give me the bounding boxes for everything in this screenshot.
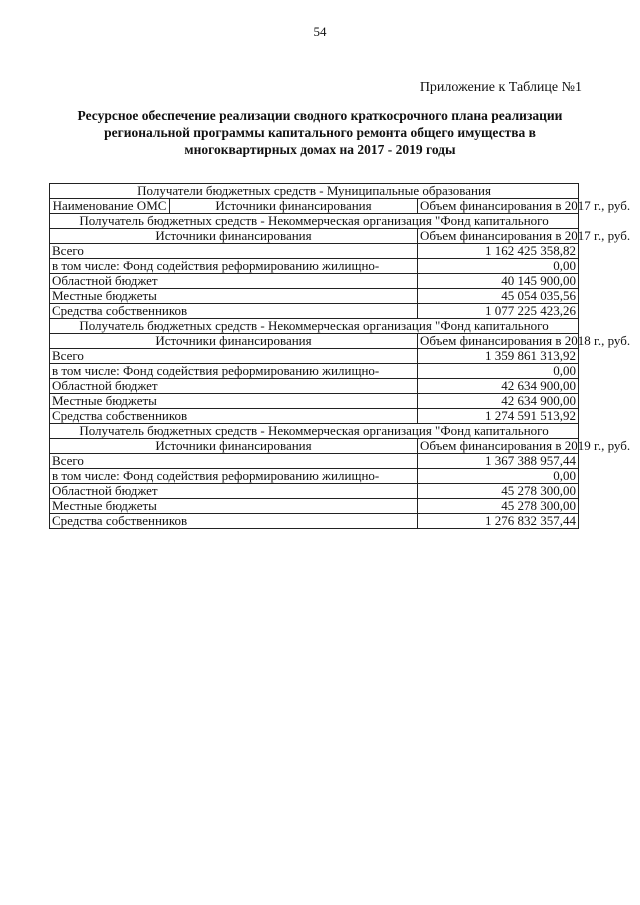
table-top-header-row: [50, 184, 579, 199]
row-label: Всего: [50, 349, 418, 364]
col-header-sources: Источники финансирования: [170, 199, 418, 214]
recipient-row: [50, 214, 579, 229]
recipient-row: [50, 424, 579, 439]
row-label: в том числе: Фонд содействия реформированию жилищно-: [50, 259, 418, 274]
row-label: Средства собственников: [50, 409, 418, 424]
row-value: 0,00: [418, 469, 579, 484]
row-label: Средства собственников: [50, 304, 418, 319]
volume-header-cell: Объем финансирования в 2018 г., руб.: [418, 334, 579, 349]
row-value: 0,00: [418, 259, 579, 274]
section-header-row: [50, 229, 579, 244]
row-value: 42 634 900,00: [418, 379, 579, 394]
row-label: Всего: [50, 454, 418, 469]
recipient-cell: Получатель бюджетных средств - Некоммерческая организация "Фонд капитального: [50, 319, 579, 334]
recipient-cell: Получатель бюджетных средств - Некоммерческая организация "Фонд капитального: [50, 214, 579, 229]
row-value: 45 054 035,56: [418, 289, 579, 304]
table-row: [50, 259, 579, 274]
row-value: 1 359 861 313,92: [418, 349, 579, 364]
column-header-row: [50, 199, 579, 214]
table-row: [50, 484, 579, 499]
row-value: 1 077 225 423,26: [418, 304, 579, 319]
table-row: [50, 454, 579, 469]
table-row: [50, 379, 579, 394]
row-label: Местные бюджеты: [50, 499, 418, 514]
row-label: Местные бюджеты: [50, 289, 418, 304]
sources-header-cell: Источники финансирования: [50, 439, 418, 454]
row-value: 1 276 832 357,44: [418, 514, 579, 529]
row-label: Средства собственников: [50, 514, 418, 529]
table-row: [50, 349, 579, 364]
table-row: [50, 394, 579, 409]
row-value: 0,00: [418, 364, 579, 379]
appendix-label: Приложение к Таблице №1: [419, 80, 582, 95]
table-row: [50, 304, 579, 319]
table-row: [50, 514, 579, 529]
row-value: 1 367 388 957,44: [418, 454, 579, 469]
row-label: в том числе: Фонд содействия реформированию жилищно-: [50, 364, 418, 379]
top-header-cell: Получатели бюджетных средств - Муниципальные образования: [50, 184, 579, 199]
financing-table: [49, 183, 631, 529]
table-row: [50, 244, 579, 259]
sources-header-cell: Источники финансирования: [50, 334, 418, 349]
recipient-cell: Получатель бюджетных средств - Некоммерческая организация "Фонд капитального: [50, 424, 579, 439]
row-label: Областной бюджет: [50, 379, 418, 394]
row-label: в том числе: Фонд содействия реформированию жилищно-: [50, 469, 418, 484]
sources-header-cell: Источники финансирования: [50, 229, 418, 244]
table-row: [50, 409, 579, 424]
row-value: 1 162 425 358,82: [418, 244, 579, 259]
table-row: [50, 364, 579, 379]
row-label: Местные бюджеты: [50, 394, 418, 409]
row-value: 40 145 900,00: [418, 274, 579, 289]
section-header-row: [50, 334, 579, 349]
table-row: [50, 499, 579, 514]
table-sections: [50, 213, 631, 529]
section-header-row: [50, 439, 579, 454]
table-row: [50, 274, 579, 289]
table-row: [50, 469, 579, 484]
table-row: [50, 289, 579, 304]
volume-header-cell: Объем финансирования в 2017 г., руб.: [418, 229, 579, 244]
page-number: 54: [313, 24, 327, 39]
row-label: Областной бюджет: [50, 274, 418, 289]
row-value: 45 278 300,00: [418, 484, 579, 499]
row-value: 1 274 591 513,92: [418, 409, 579, 424]
row-label: Областной бюджет: [50, 484, 418, 499]
recipient-row: [50, 319, 579, 334]
volume-header-cell: Объем финансирования в 2019 г., руб.: [418, 439, 579, 454]
row-value: 42 634 900,00: [418, 394, 579, 409]
row-label: Всего: [50, 244, 418, 259]
row-value: 45 278 300,00: [418, 499, 579, 514]
col-header-name: Наименование ОМС: [50, 199, 170, 214]
col-header-volume: Объем финансирования в 2017 г., руб.: [418, 199, 579, 214]
document-title: Ресурсное обеспечение реализации сводного краткосрочного плана реализации региональной программы капитального ремонта общего имущества в многоквартирных домах на 2017 - 2019 годы: [77, 108, 563, 157]
